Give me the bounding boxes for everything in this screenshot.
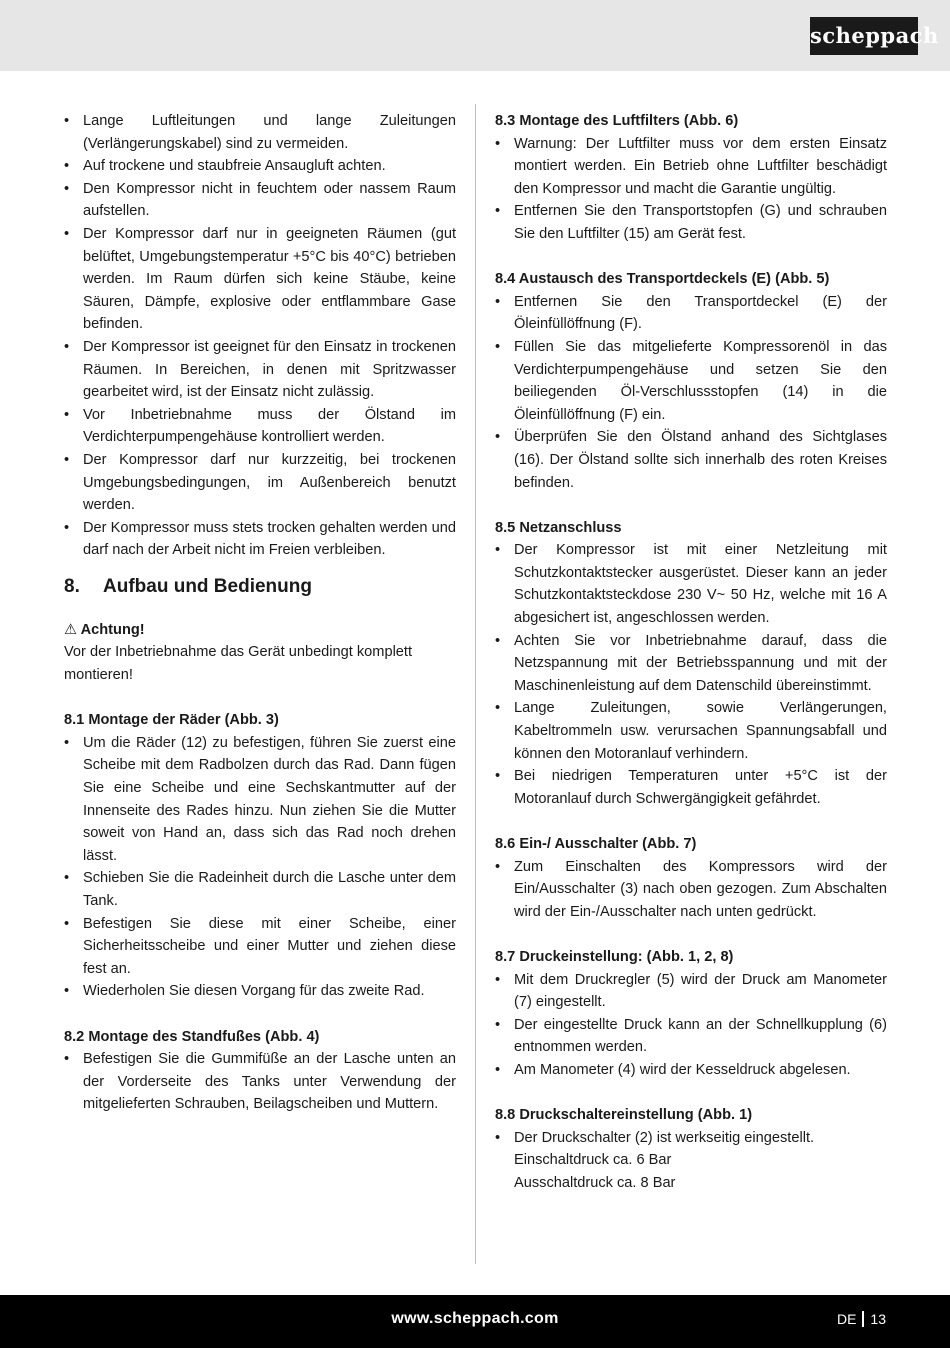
list-8-5 (495, 539, 887, 810)
page-separator (862, 1311, 864, 1327)
list-item: • Füllen Sie das mitgelieferte Kompressorenöl in das Verdichterpumpengehäuse und setzen Sie den beiliegenden Öl-Verschlussstopfen (14) in die Öleinfüllöffnung (F) ein. (495, 336, 887, 426)
subsection-heading-8-5: 8.5 Netzanschluss (495, 519, 622, 536)
pressure-switch-note: • Der Druckschalter (2) ist werkseitig eingestellt. (514, 1129, 815, 1146)
list-8-4 (495, 291, 887, 494)
page-number: 13 (870, 1311, 886, 1327)
list-item: • Lange Zuleitungen, sowie Verlängerungen, Kabeltrommeln usw. verursachen Spannungsabfall und können den Motoranlauf verhindern. (495, 697, 887, 765)
left-column (64, 110, 456, 1116)
list-item: • Der Kompressor darf nur in geeigneten Räumen (gut belüftet, Umgebungstemperatur +5°C bis 40°C) betrieben werden. Im Raum dürfen sich keine Stäube, keine Säuren, Dämpfe, explosive oder entflammbare Gase befinden. (64, 223, 456, 336)
list-8-6 (495, 856, 887, 924)
list-item (495, 1127, 887, 1195)
page-header (0, 0, 950, 71)
list-item: • Der eingestellte Druck kann an der Schnellkupplung (6) entnommen werden. (495, 1014, 887, 1059)
subsection-heading-8-2: 8.2 Montage des Standfußes (Abb. 4) (64, 1028, 320, 1045)
list-item: • Entfernen Sie den Transportdeckel (E) der Öleinfüllöffnung (F). (495, 291, 887, 336)
list-8-2 (64, 1048, 456, 1116)
list-item: • Den Kompressor nicht in feuchtem oder nassem Raum aufstellen. (64, 178, 456, 223)
brand-logo: scheppach (810, 17, 918, 55)
list-8-7 (495, 969, 887, 1082)
list-item: • Befestigen Sie die Gummifüße an der Lasche unten an der Vorderseite des Tanks unter Verwendung der mitgelieferten Schrauben, Beilagscheiben und Muttern. (64, 1048, 456, 1116)
page-indicator (837, 1311, 886, 1327)
list-item: • Der Kompressor ist mit einer Netzleitung mit Schutzkontaktstecker ausgerüstet. Dieser kann an jeder Schutzkontaktsteckdose 230 V~ 50 Hz, welche mit 16 A abgesichert ist, angeschlossen werden. (495, 539, 887, 629)
subsection-heading-8-6: 8.6 Ein-/ Ausschalter (Abb. 7) (495, 836, 697, 852)
subsection-heading-8-4: 8.4 Austausch des Transportdeckels (E) (Abb. 5) (495, 271, 830, 288)
list-item: • Achten Sie vor Inbetriebnahme darauf, dass die Netzspannung mit der Betriebsspannung und mit der Maschinenleistung auf dem Datenschild übereinstimmt. (495, 630, 887, 698)
website-link[interactable]: www.scheppach.com (391, 1310, 559, 1327)
list-item: • Der Kompressor ist geeignet für den Einsatz in trockenen Räumen. In Bereichen, in denen mit Spritzwasser gearbeitet wird, ist der Einsatz nicht zulässig. (64, 336, 456, 404)
subsection-heading-8-1: 8.1 Montage der Räder (Abb. 3) (64, 712, 279, 729)
list-item: • Entfernen Sie den Transportstopfen (G) und schrauben Sie den Luftfilter (15) am Gerät fest. (495, 200, 887, 245)
section-heading (64, 574, 456, 600)
list-item: • Der Kompressor muss stets trocken gehalten werden und darf nach der Arbeit nicht im Freien verbleiben. (64, 517, 456, 562)
list-item: • Lange Luftleitungen und lange Zuleitungen (Verlängerungskabel) sind zu vermeiden. (64, 110, 456, 155)
subsection-heading-8-8: 8.8 Druckschaltereinstellung (Abb. 1) (495, 1107, 753, 1124)
section-title: Aufbau und Bedienung (103, 575, 312, 597)
page-footer (0, 1295, 950, 1348)
list-item: • Zum Einschalten des Kompressors wird der Ein/Ausschalter (3) nach oben gezogen. Zum Abschalten wird der Ein-/Ausschalter nach unten gedrückt. (495, 856, 887, 924)
section-number: 8. (64, 575, 80, 597)
list-item: • Um die Räder (12) zu befestigen, führen Sie zuerst eine Scheibe mit dem Radbolzen durch das Rad. Dann fügen Sie eine Scheibe und eine Sechskantmutter auf der Innenseite des Rades hinzu. Nun ziehen Sie die Mutter soweit von Hand an, dass sich das Rad noch drehen lässt. (64, 732, 456, 868)
list-item: • Schieben Sie die Radeinheit durch die Lasche unter dem Tank. (64, 867, 456, 912)
list-item: • Mit dem Druckregler (5) wird der Druck am Manometer (7) eingestellt. (495, 969, 887, 1014)
list-item: • Warnung: Der Luftfilter muss vor dem ersten Einsatz montiert werden. Ein Betrieb ohne Luftfilter beschädigt den Kompressor und macht die Garantie ungültig. (495, 133, 887, 201)
list-8-1 (64, 732, 456, 1003)
list-8-8 (495, 1127, 887, 1195)
list-item: • Überprüfen Sie den Ölstand anhand des Sichtglases (16). Der Ölstand sollte sich innerhalb des roten Kreises befinden. (495, 426, 887, 494)
list-item: • Der Kompressor darf nur kurzzeitig, bei trockenen Umgebungsbedingungen, im Außenbereich benutzt werden. (64, 449, 456, 517)
list-item: • Am Manometer (4) wird der Kesseldruck abgelesen. (495, 1059, 887, 1082)
list-item: • Vor Inbetriebnahme muss der Ölstand im Verdichterpumpengehäuse kontrolliert werden. (64, 404, 456, 449)
list-8-3 (495, 133, 887, 246)
language-code: DE (836, 1311, 857, 1327)
right-column (495, 110, 887, 1195)
list-item: • Auf trockene und staubfreie Ansaugluft achten. (64, 155, 456, 178)
column-divider (475, 104, 476, 1264)
warning-text: Vor der Inbetriebnahme das Gerät unbedingt komplett montieren! (64, 644, 413, 684)
cut-in-pressure: Einschaltdruck ca. 6 Bar (514, 1152, 672, 1169)
requirements-list (64, 110, 456, 562)
list-item: • Wiederholen Sie diesen Vorgang für das zweite Rad. (64, 980, 456, 1003)
cut-out-pressure: Ausschaltdruck ca. 8 Bar (514, 1174, 676, 1191)
list-item: • Bei niedrigen Temperaturen unter +5°C ist der Motoranlauf durch Schwergängigkeit gefährdet. (495, 765, 887, 810)
subsection-heading-8-3: 8.3 Montage des Luftfilters (Abb. 6) (495, 113, 739, 129)
warning-heading: ⚠ Achtung! (64, 621, 145, 638)
list-item: • Befestigen Sie diese mit einer Scheibe, einer Sicherheitsscheibe und einer Mutter und ziehen diese fest an. (64, 913, 456, 981)
subsection-heading-8-7: 8.7 Druckeinstellung: (Abb. 1, 2, 8) (495, 948, 734, 965)
